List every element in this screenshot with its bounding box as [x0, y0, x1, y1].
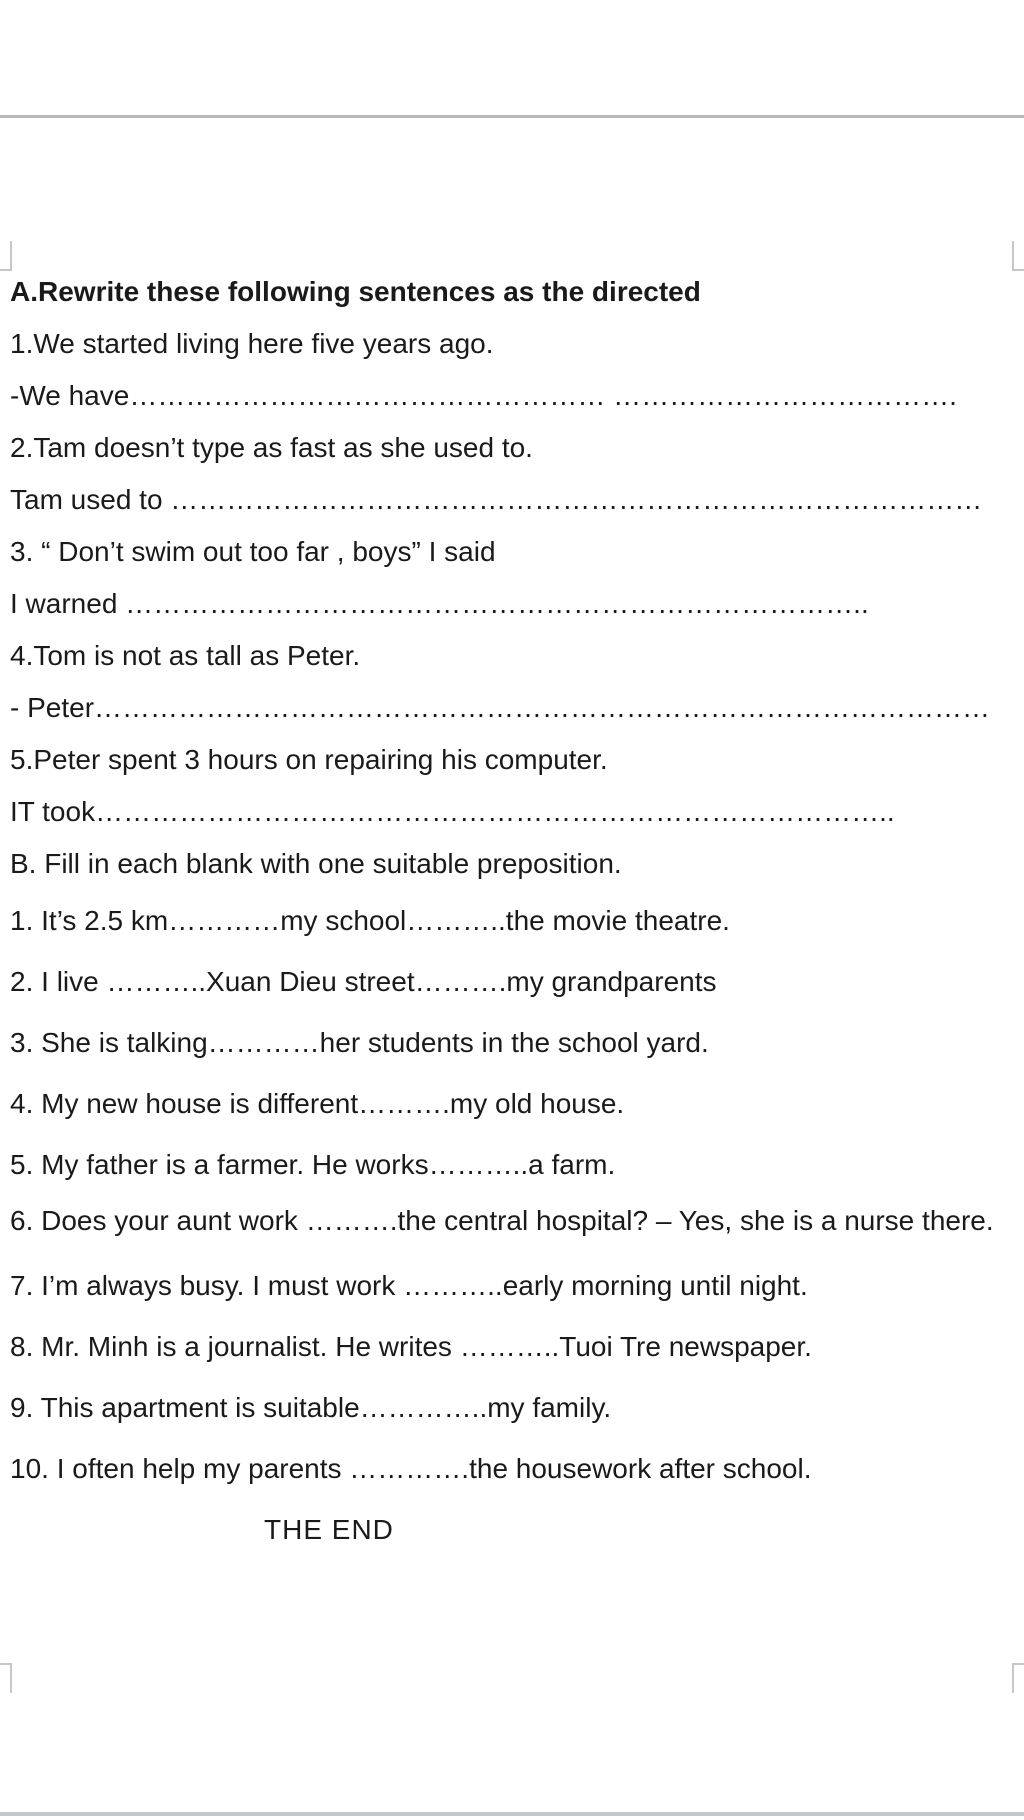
section-b-item: 9. This apartment is suitable…………..my family. — [10, 1392, 612, 1423]
page-top-border — [0, 115, 1024, 118]
section-b-item: 8. Mr. Minh is a journalist. He writes ………..Tuoi Tre newspaper. — [10, 1331, 812, 1362]
section-a-line: 4.Tom is not as tall as Peter. — [10, 640, 361, 671]
section-a-heading: A.Rewrite these following sentences as the directed — [10, 276, 701, 307]
section-a-line: IT took………………………………………………………………………….. — [10, 796, 895, 827]
section-b-item: 1. It’s 2.5 km…………my school………..the movie theatre. — [10, 905, 730, 936]
section-a-line: I warned …………………………………………………………………….. — [10, 588, 869, 619]
section-b-item: 5. My father is a farmer. He works………..a farm. — [10, 1149, 616, 1180]
section-a-line: -We have…………………………………………… ………………………………. — [10, 380, 957, 411]
section-a-line: 5.Peter spent 3 hours on repairing his computer. — [10, 744, 608, 775]
section-b-item: 3. She is talking…………her students in the school yard. — [10, 1027, 709, 1058]
section-a-line: Tam used to …………………………………………………………………………… — [10, 484, 983, 515]
section-b-item: 4. My new house is different……….my old house. — [10, 1088, 625, 1119]
margin-corner-bottom-left — [0, 1663, 12, 1693]
section-b-item: 2. I live ………..Xuan Dieu street……….my grandparents — [10, 966, 717, 997]
page-bottom-border — [0, 1812, 1024, 1816]
section-b-item: 10. I often help my parents ………….the housework after school. — [10, 1453, 812, 1484]
section-a-line: 3. “ Don’t swim out too far , boys” I said — [10, 536, 496, 567]
section-a-line: 2.Tam doesn’t type as fast as she used to. — [10, 432, 533, 463]
section-a-line: - Peter…………………………………………………………………………………… — [10, 692, 991, 723]
document-body — [10, 266, 1014, 1560]
the-end-label: THE END — [264, 1514, 394, 1545]
section-a-line: 1.We started living here five years ago. — [10, 328, 494, 359]
section-b-heading: B. Fill in each blank with one suitable preposition. — [10, 848, 622, 879]
section-b-item: 7. I’m always busy. I must work ………..early morning until night. — [10, 1270, 808, 1301]
section-b-item: 6. Does your aunt work ……….the central hospital? – Yes, she is a nurse there. — [10, 1205, 994, 1236]
margin-corner-bottom-right — [1012, 1663, 1024, 1693]
